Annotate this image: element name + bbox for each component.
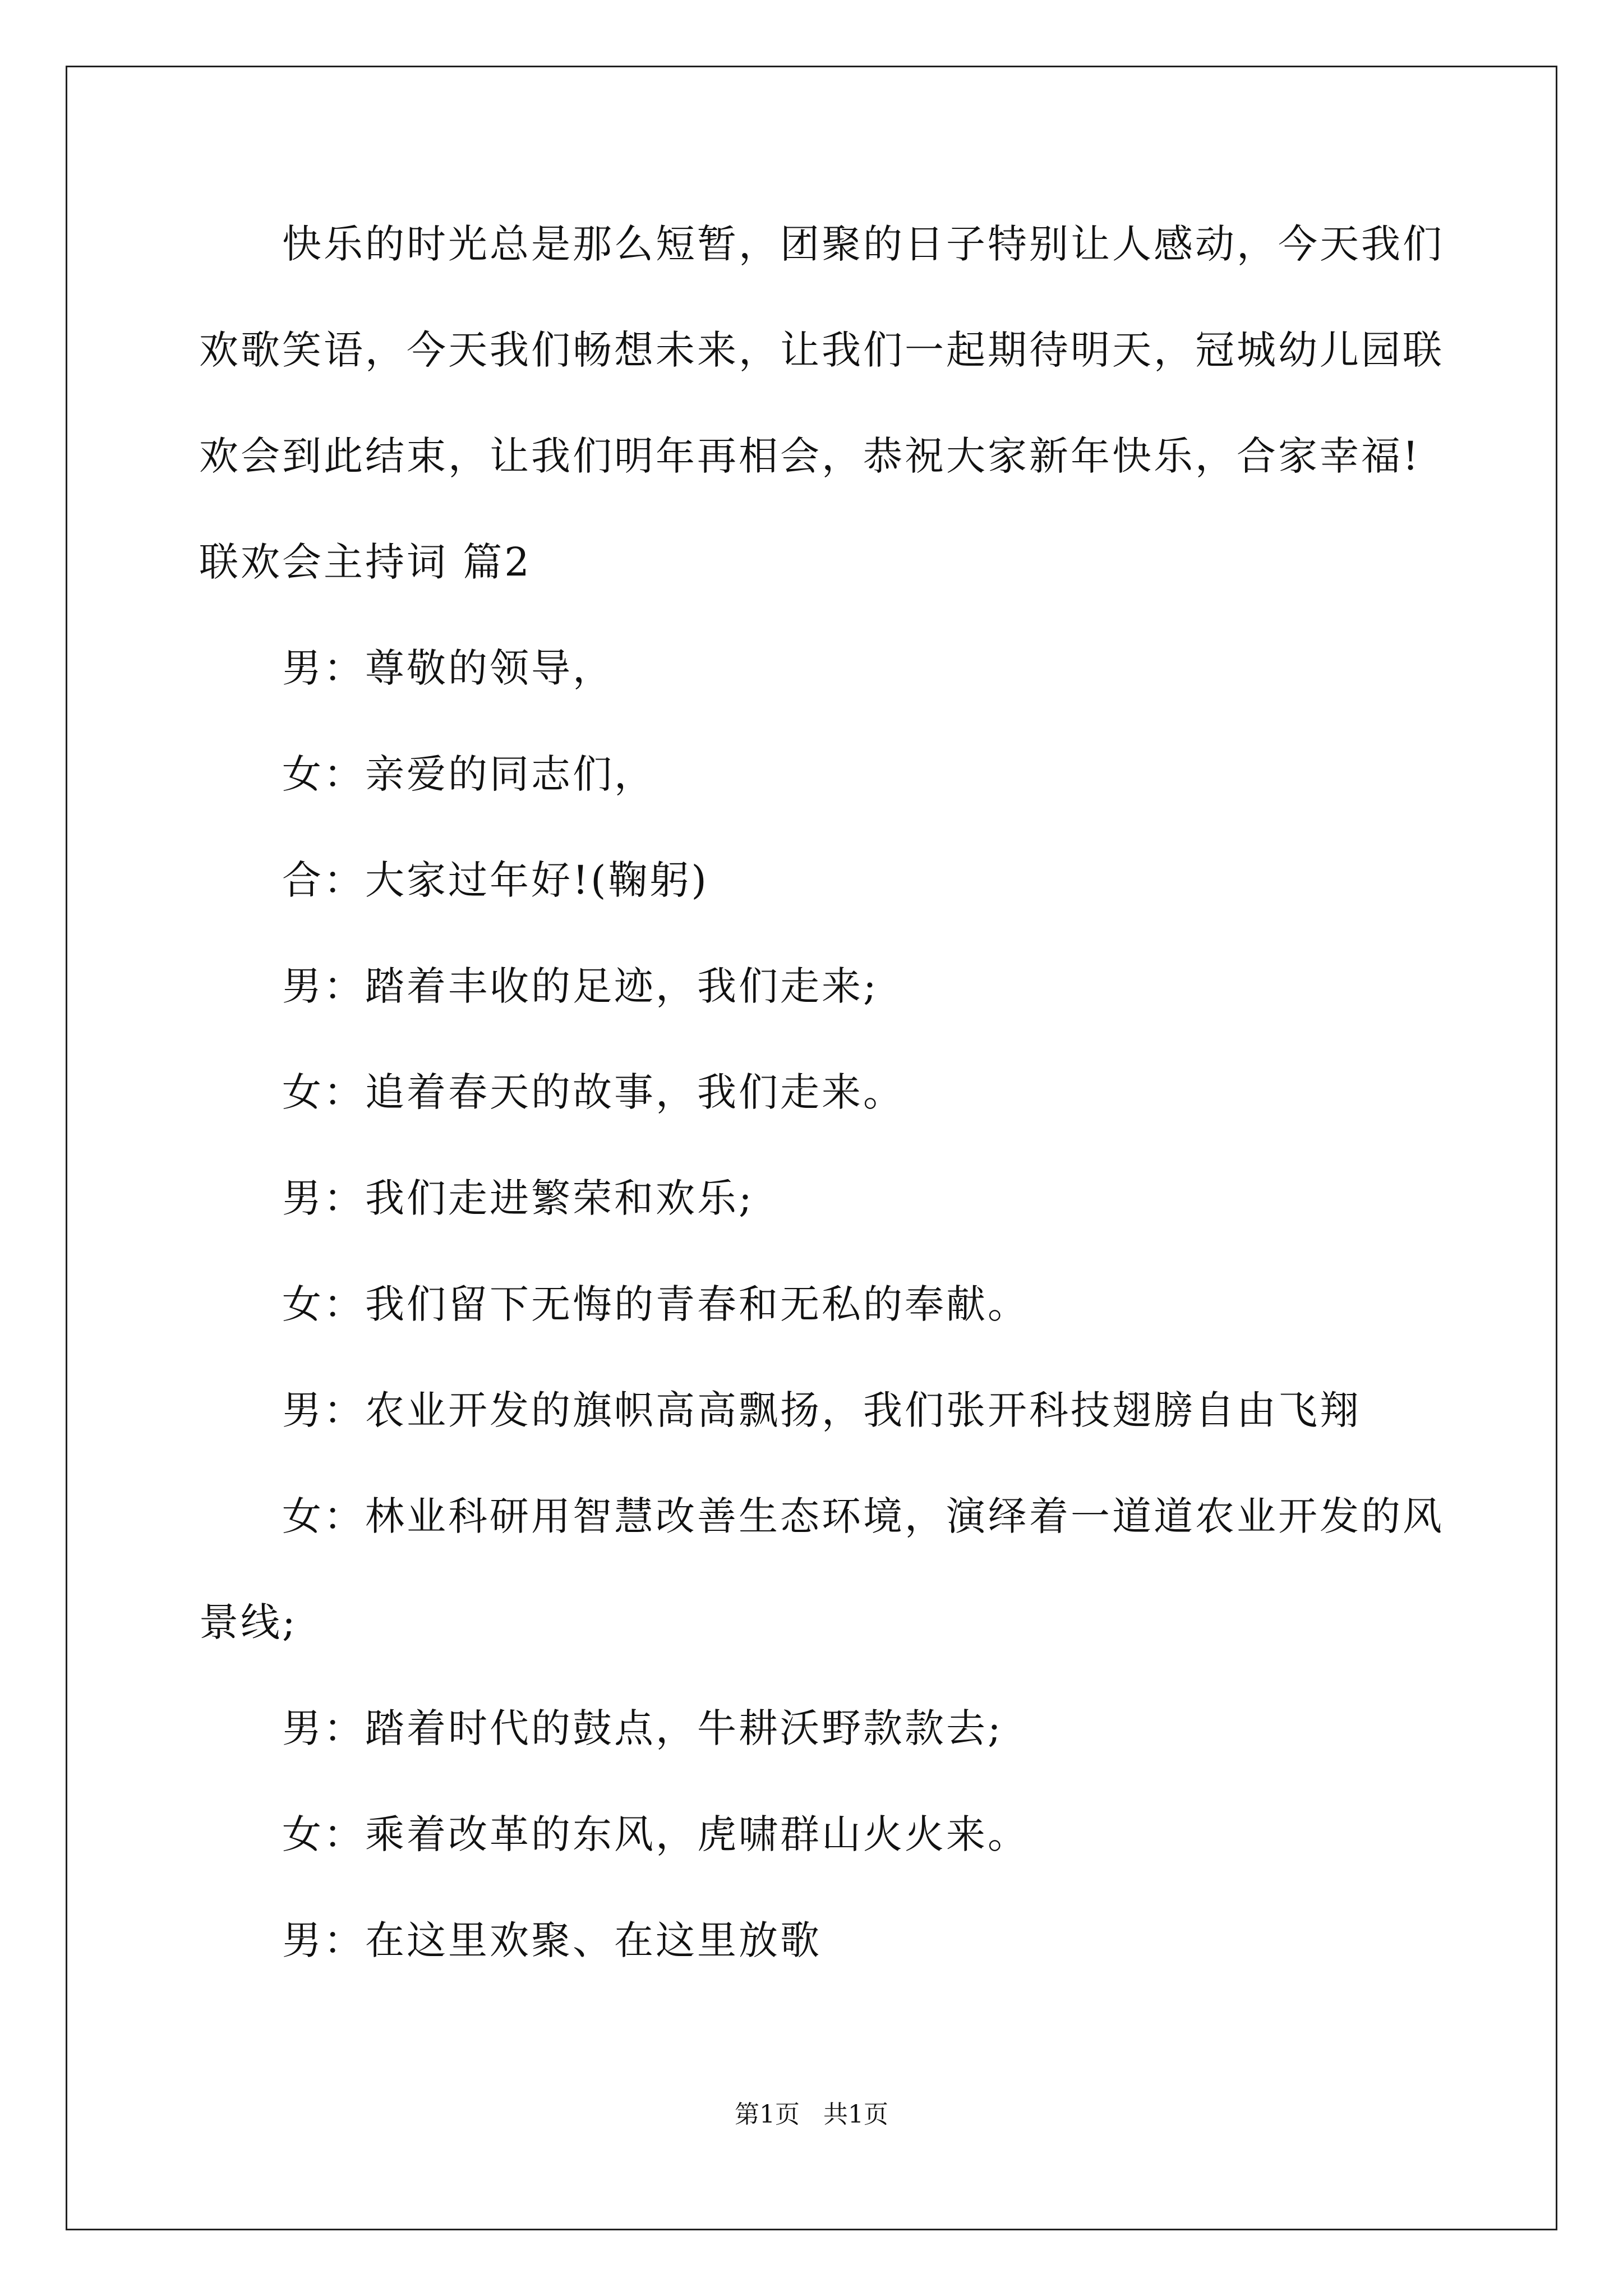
- dialogue-line: 女：亲爱的同志们，: [282, 751, 656, 797]
- dialogue-line: 男：在这里欢聚、在这里放歌: [282, 1917, 822, 1963]
- dialogue-line: 男：踏着丰收的足迹，我们走来;: [282, 963, 879, 1009]
- section-heading: 联欢会主持词 篇2: [199, 539, 532, 585]
- dialogue-line: 男：踏着时代的鼓点，牛耕沃野款款去;: [282, 1705, 1003, 1751]
- dialogue-line: 男：我们走进繁荣和欢乐;: [282, 1175, 754, 1221]
- dialogue-line: 女：我们留下无悔的青春和无私的奉献。: [282, 1281, 1029, 1327]
- dialogue-line: 合：大家过年好!(鞠躬): [282, 857, 709, 903]
- paragraph-line: 快乐的时光总是那么短暂，团聚的日子特别让人感动，今天我们: [282, 221, 1444, 267]
- paragraph-line: 欢歌笑语，今天我们畅想未来，让我们一起期待明天，冠城幼儿园联: [199, 327, 1444, 373]
- dialogue-line: 景线;: [199, 1599, 298, 1645]
- dialogue-line: 女：林业科研用智慧改善生态环境，演绎着一道道农业开发的风: [282, 1493, 1444, 1539]
- dialogue-line: 男：农业开发的旗帜高高飘扬，我们张开科技翅膀自由飞翔: [282, 1387, 1361, 1433]
- page-frame: [66, 66, 1557, 2230]
- page-total: 共1页: [823, 2100, 888, 2129]
- page-number: 第1页: [735, 2100, 800, 2129]
- paragraph-line: 欢会到此结束，让我们明年再相会，恭祝大家新年快乐，合家幸福!: [199, 433, 1421, 479]
- dialogue-line: 女：追着春天的故事，我们走来。: [282, 1069, 905, 1115]
- dialogue-line: 男：尊敬的领导，: [282, 645, 614, 691]
- dialogue-line: 女：乘着改革的东风，虎啸群山火火来。: [282, 1811, 1029, 1857]
- page-footer: [0, 2098, 1623, 2132]
